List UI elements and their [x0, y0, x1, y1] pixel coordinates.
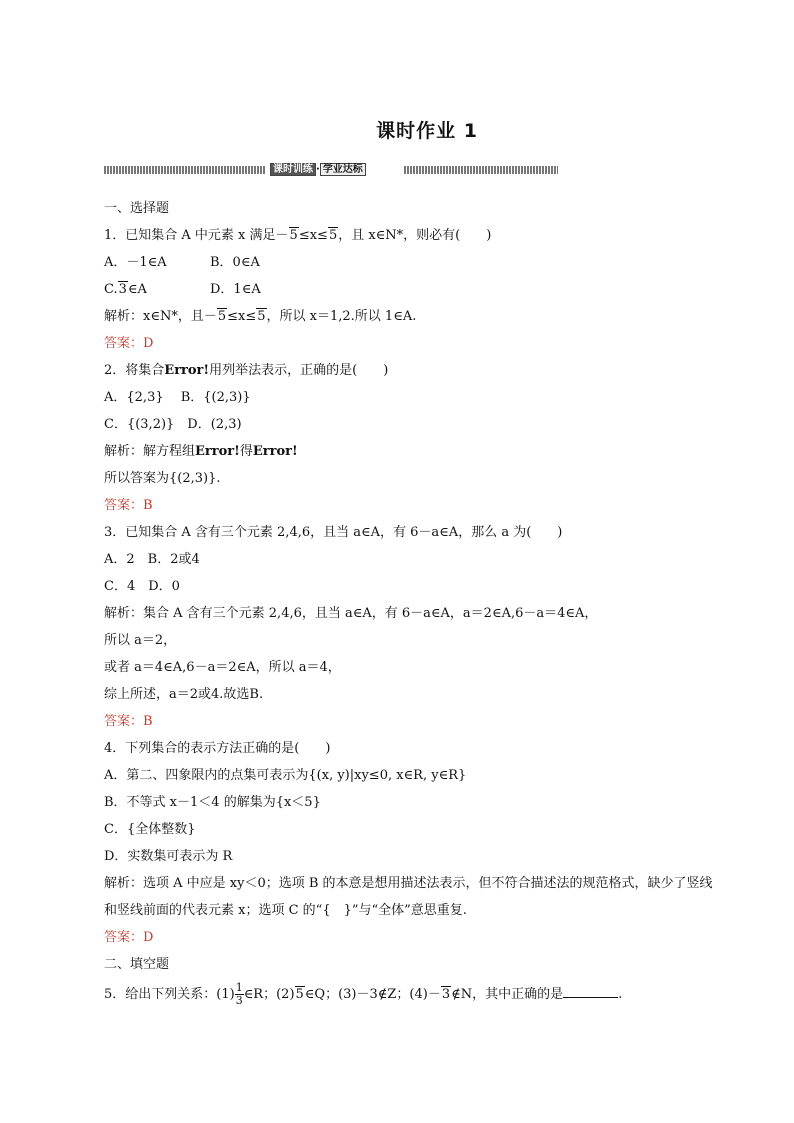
question-3-solution-1: 解析：集合 A 含有三个元素 2,4,6，且当 a∈A，有 6－a∈A，a＝2∈A,6－a＝4∈A，: [104, 606, 598, 621]
question-5-stem: 5．给出下列关系：(1) $\frac{1}{3}$ ∈R；(2)5∈Q；(3)－3∉Z；(4)－3∉N，其中正确的是 .: [104, 981, 623, 1007]
question-4-option-a: A．第二、四象限内的点集可表示为{(x, y)|xy≤0, x∈R, y∈R}: [104, 768, 467, 783]
banner-part-3: 学业达标: [320, 163, 366, 176]
question-1-answer: 答案：D: [104, 336, 154, 351]
question-3-solution-2: 所以 a＝2，: [104, 633, 177, 648]
question-2-options-cd: C．{(3,2)} D．(2,3): [104, 417, 242, 432]
question-4-stem: 4．下列集合的表示方法正确的是( ): [104, 741, 331, 756]
question-3-options-ab: A．2 B．2或4: [104, 552, 200, 567]
question-1-solution: 解析：x∈N*，且－5≤x≤5，所以 x＝1,2.所以 1∈A.: [104, 309, 417, 324]
question-3-options-cd: C．4 D．0: [104, 579, 180, 594]
banner-part-1: 课时训练: [270, 163, 316, 176]
banner-rule-right: [404, 166, 558, 174]
question-1-stem: 1．已知集合 A 中元素 x 满足－5≤x≤5，且 x∈N*，则必有( ): [104, 228, 492, 243]
section-banner: [104, 163, 558, 177]
banner-rule-left: [104, 166, 266, 174]
question-1-options-ab: A．－1∈A B．0∈A: [104, 255, 260, 270]
section-heading-choice: 一、选择题: [104, 201, 170, 216]
question-1-options-cd: C.3∈A D．1∈A: [104, 282, 261, 297]
document-body: [104, 195, 724, 1012]
question-2-solution: 解析：解方程组Error!得Error!: [104, 444, 298, 459]
question-3-stem: 3．已知集合 A 含有三个元素 2,4,6，且当 a∈A，有 6－a∈A，那么 a 为( ): [104, 525, 563, 540]
question-3-solution-3: 或者 a＝4∈A,6－a＝2∈A，所以 a＝4，: [104, 660, 341, 675]
section-heading-fill: 二、填空题: [104, 957, 170, 972]
answer-blank[interactable]: [563, 983, 618, 998]
question-3-answer: 答案：B: [104, 714, 153, 729]
question-2-options-ab: A．{2,3} B．{(2,3)}: [104, 390, 251, 405]
question-3-solution-4: 综上所述，a＝2或4.故选B.: [104, 687, 264, 702]
question-4-option-d: D．实数集可表示为 R: [104, 849, 233, 864]
banner-label: [270, 163, 366, 177]
question-2-answer: 答案：B: [104, 498, 153, 513]
question-4-option-b: B．不等式 x－1＜4 的解集为{x＜5}: [104, 795, 321, 810]
page-title: 课时作业 1: [376, 120, 478, 142]
question-2-stem: 2．将集合Error!用列举法表示，正确的是( ): [104, 363, 389, 378]
question-4-answer: 答案：D: [104, 930, 154, 945]
question-4-solution: 解析：选项 A 中应是 xy＜0；选项 B 的本意是想用描述法表示，但不符合描述法的规范格式，缺少了竖线和竖线前面的代表元素 x；选项 C 的“{ }”与“全体”意思重复.: [104, 876, 713, 918]
banner-part-2: ·: [316, 164, 320, 175]
fraction-one-third: $\frac{1}{3}$: [235, 981, 243, 1007]
question-2-solution-line2: 所以答案为{(2,3)}.: [104, 471, 221, 486]
question-4-option-c: C．{全体整数}: [104, 822, 196, 837]
